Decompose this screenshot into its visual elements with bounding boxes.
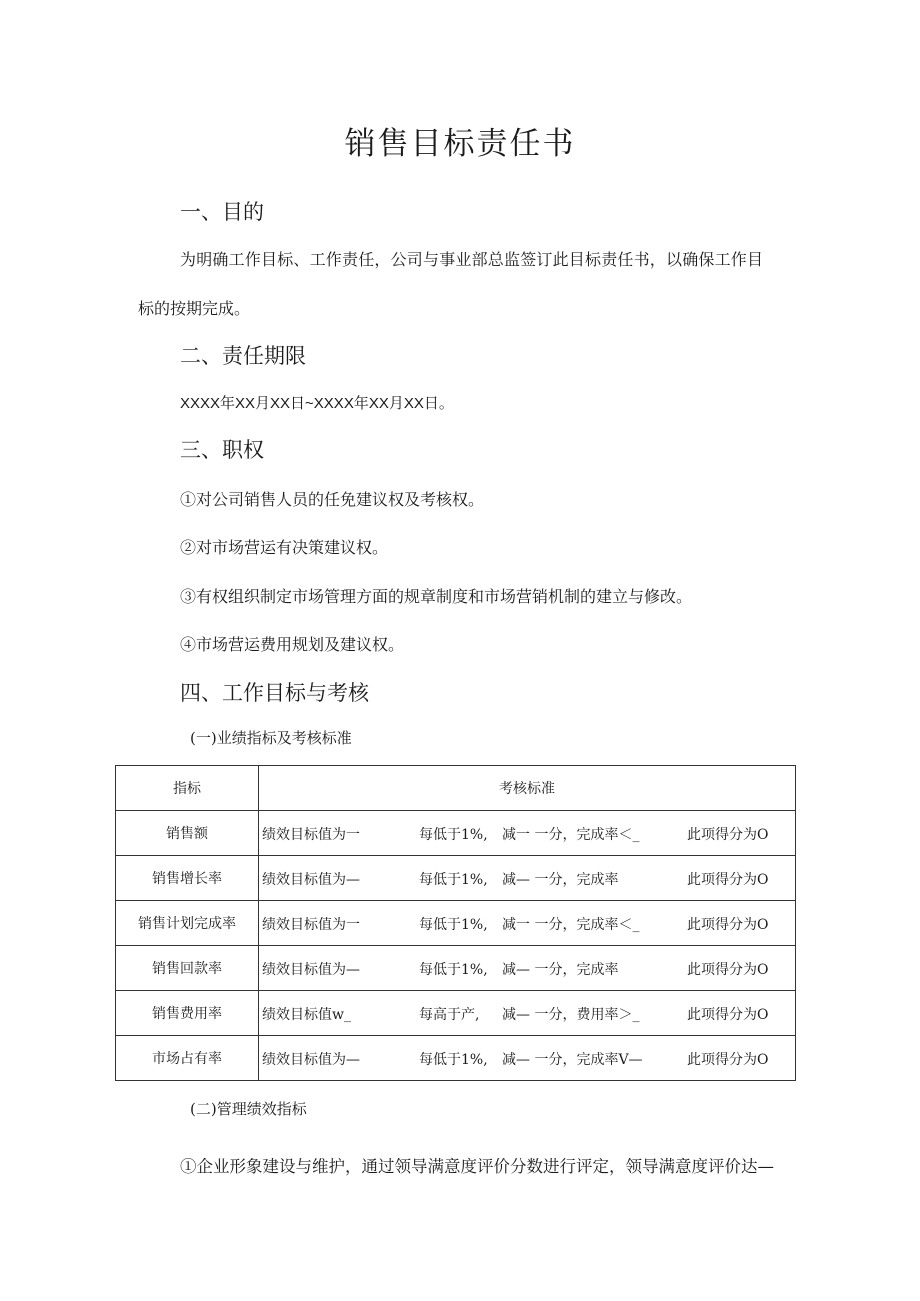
section-3-heading: 三、职权	[180, 438, 264, 462]
criteria-deduction: 减— 一分，完成率V—	[502, 1052, 643, 1068]
indicator-cell: 销售费用率	[116, 991, 259, 1036]
performance-indicators-subheading: (一)业绩指标及考核标准	[190, 729, 352, 747]
authority-item-4: ④市场营运费用规划及建议权。	[180, 635, 405, 654]
performance-table	[115, 765, 796, 1081]
table-row	[116, 856, 796, 901]
criteria-score: 此项得分为O	[687, 962, 769, 978]
criteria-cell	[259, 1036, 796, 1081]
document-title: 销售目标责任书	[344, 126, 576, 162]
criteria-score: 此项得分为O	[687, 1007, 769, 1023]
responsibility-period: XXXX年XX月XX日~XXXX年XX月XX日。	[180, 395, 454, 412]
indicator-cell: 销售计划完成率	[116, 901, 259, 946]
authority-item-2: ②对市场营运有决策建议权。	[180, 538, 389, 557]
criteria-target: 绩效目标值为—	[262, 872, 360, 888]
criteria-cell	[259, 811, 796, 856]
section-1-heading: 一、目的	[180, 200, 264, 224]
criteria-step: 每低于1%,	[419, 917, 488, 933]
criteria-cell	[259, 991, 796, 1036]
criteria-deduction: 减一 一分，完成率＜_	[502, 827, 640, 843]
management-item-1: ①企业形象建设与维护，通过领导满意度评价分数进行评定，领导满意度评价达—	[180, 1157, 774, 1176]
criteria-cell	[259, 901, 796, 946]
purpose-paragraph-line-2: 标的按期完成。	[138, 299, 251, 318]
section-4-heading: 四、工作目标与考核	[180, 681, 369, 705]
indicator-cell: 销售回款率	[116, 946, 259, 991]
criteria-target: 绩效目标值为—	[262, 1052, 360, 1068]
criteria-step: 每低于1%,	[419, 872, 488, 888]
header-criteria: 考核标准	[259, 766, 796, 811]
criteria-score: 此项得分为O	[687, 827, 769, 843]
table-row	[116, 946, 796, 991]
criteria-cell	[259, 946, 796, 991]
indicator-cell: 市场占有率	[116, 1036, 259, 1081]
criteria-step: 每低于1%,	[419, 827, 488, 843]
criteria-cell	[259, 856, 796, 901]
authority-item-3: ③有权组织制定市场管理方面的规章制度和市场营销机制的建立与修改。	[180, 587, 693, 606]
criteria-step: 每低于1%,	[419, 1052, 488, 1068]
table-row	[116, 1036, 796, 1081]
criteria-deduction: 减— 一分，费用率＞_	[502, 1007, 640, 1023]
criteria-target: 绩效目标值为一	[262, 827, 360, 843]
criteria-step: 每低于1%,	[419, 962, 488, 978]
criteria-target: 绩效目标值为一	[262, 917, 360, 933]
indicator-cell: 销售额	[116, 811, 259, 856]
table-header-row	[116, 766, 796, 811]
header-indicator: 指标	[116, 766, 259, 811]
criteria-target: 绩效目标值为—	[262, 962, 360, 978]
criteria-deduction: 减— 一分，完成率	[502, 962, 619, 978]
section-2-heading: 二、责任期限	[180, 344, 306, 368]
table-row	[116, 811, 796, 856]
criteria-score: 此项得分为O	[687, 1052, 769, 1068]
criteria-step: 每高于产,	[419, 1007, 480, 1023]
criteria-score: 此项得分为O	[687, 872, 769, 888]
purpose-paragraph-line-1: 为明确工作目标、工作责任，公司与事业部总监签订此目标责任书，以确保工作目	[180, 250, 764, 269]
table-row	[116, 901, 796, 946]
criteria-deduction: 减— 一分，完成率	[502, 872, 619, 888]
management-indicators-subheading: (二)管理绩效指标	[190, 1100, 307, 1118]
criteria-deduction: 减一 一分，完成率＜_	[502, 917, 640, 933]
criteria-score: 此项得分为O	[687, 917, 769, 933]
table-row	[116, 991, 796, 1036]
authority-item-1: ①对公司销售人员的任免建议权及考核权。	[180, 490, 485, 509]
indicator-cell: 销售增长率	[116, 856, 259, 901]
criteria-target: 绩效目标值w_	[262, 1007, 351, 1023]
